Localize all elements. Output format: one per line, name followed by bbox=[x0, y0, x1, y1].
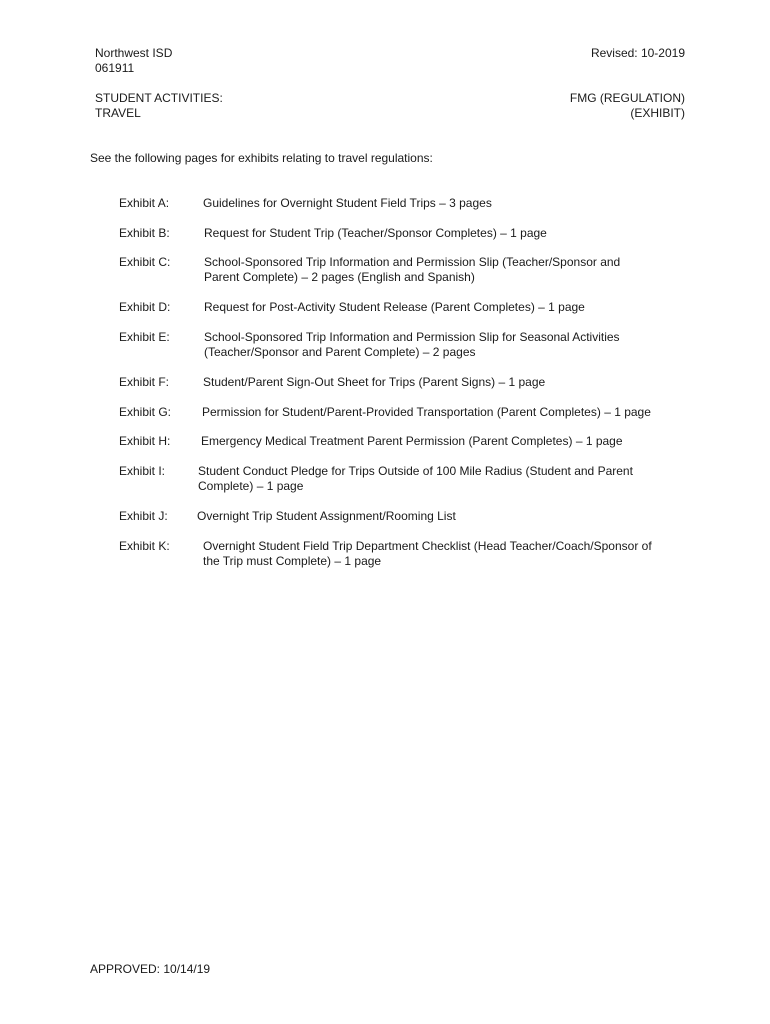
exhibit-label: Exhibit A: bbox=[119, 196, 170, 210]
exhibit-description-line: Guidelines for Overnight Student Field Trips – 3 pages bbox=[203, 196, 492, 210]
header-right-top bbox=[591, 46, 685, 61]
exhibit-description bbox=[201, 434, 681, 449]
exhibit-description bbox=[204, 330, 684, 360]
exhibit-description bbox=[203, 539, 683, 569]
exhibit-label: Exhibit H: bbox=[119, 434, 171, 448]
exhibit-description-line: Overnight Trip Student Assignment/Rooming List bbox=[197, 509, 456, 523]
exhibit-description-line: Emergency Medical Treatment Parent Permission (Parent Completes) – 1 page bbox=[201, 434, 623, 448]
exhibit-description-line: Complete) – 1 page bbox=[198, 479, 304, 493]
header-right-bottom bbox=[570, 91, 685, 121]
topic-title: TRAVEL bbox=[95, 106, 141, 120]
exhibit-description bbox=[198, 464, 678, 494]
exhibit-label: Exhibit I: bbox=[119, 464, 166, 478]
exhibit-description-line: School-Sponsored Trip Information and Permission Slip for Seasonal Activities bbox=[204, 330, 620, 344]
approval-footer: APPROVED: 10/14/19 bbox=[90, 962, 211, 976]
exhibit-label: Exhibit D: bbox=[119, 300, 171, 314]
header-left-bottom bbox=[95, 91, 223, 121]
exhibit-label: Exhibit G: bbox=[119, 405, 172, 419]
exhibit-description-line: Parent Complete) – 2 pages (English and Spanish) bbox=[204, 270, 475, 284]
header-left-top bbox=[95, 46, 172, 76]
section-title: STUDENT ACTIVITIES: bbox=[95, 91, 223, 105]
exhibit-description bbox=[204, 226, 684, 241]
exhibit-label: Exhibit B: bbox=[119, 226, 170, 240]
exhibit-description bbox=[202, 405, 682, 420]
document-code: 061911 bbox=[95, 61, 135, 75]
exhibit-description bbox=[203, 375, 683, 390]
exhibit-description bbox=[197, 509, 677, 524]
exhibit-description bbox=[204, 255, 684, 285]
exhibit-description-line: (Teacher/Sponsor and Parent Complete) – 2 pages bbox=[204, 345, 476, 359]
exhibit-description-line: Overnight Student Field Trip Department Checklist (Head Teacher/Coach/Sponsor of bbox=[203, 539, 652, 553]
exhibit-description-line: the Trip must Complete) – 1 page bbox=[203, 554, 382, 568]
exhibit-description-line: School-Sponsored Trip Information and Permission Slip (Teacher/Sponsor and bbox=[204, 255, 621, 269]
exhibit-description-line: Student Conduct Pledge for Trips Outside of 100 Mile Radius (Student and Parent bbox=[198, 464, 633, 478]
exhibit-label: Exhibit C: bbox=[119, 255, 171, 269]
exhibit-description-line: Permission for Student/Parent-Provided Transportation (Parent Completes) – 1 page bbox=[202, 405, 651, 419]
exhibit-description-line: Student/Parent Sign-Out Sheet for Trips (Parent Signs) – 1 page bbox=[203, 375, 546, 389]
organization-name: Northwest ISD bbox=[95, 46, 173, 60]
policy-type: (EXHIBIT) bbox=[630, 106, 685, 120]
exhibit-label: Exhibit E: bbox=[119, 330, 170, 344]
exhibit-description bbox=[204, 300, 684, 315]
exhibit-description-line: Request for Post-Activity Student Release (Parent Completes) – 1 page bbox=[204, 300, 585, 314]
revision-date: Revised: 10-2019 bbox=[590, 46, 685, 60]
exhibit-description bbox=[203, 196, 683, 211]
intro-text: See the following pages for exhibits relating to travel regulations: bbox=[90, 151, 433, 165]
policy-code: FMG (REGULATION) bbox=[569, 91, 685, 105]
exhibit-label: Exhibit J: bbox=[119, 509, 168, 523]
exhibit-label: Exhibit K: bbox=[119, 539, 170, 553]
exhibit-label: Exhibit F: bbox=[119, 375, 170, 389]
exhibit-description-line: Request for Student Trip (Teacher/Sponsor Completes) – 1 page bbox=[204, 226, 547, 240]
